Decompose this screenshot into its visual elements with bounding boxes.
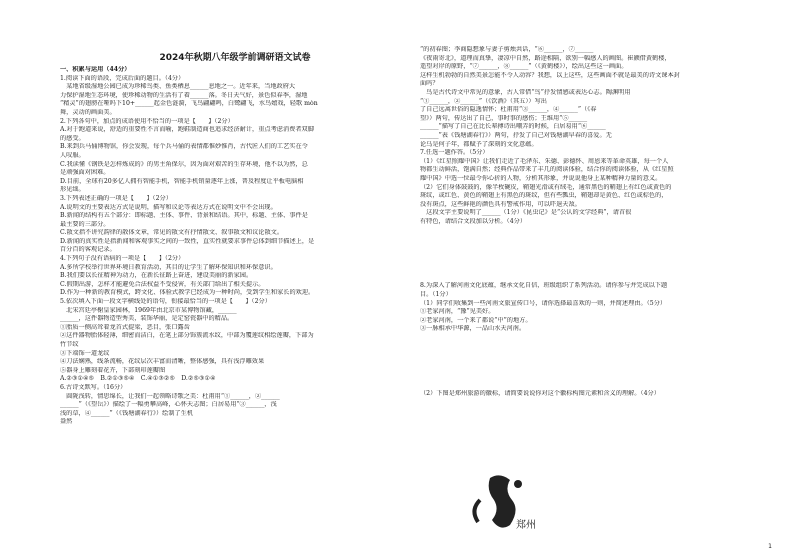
- text-line: ______”（《望岳》）描绘了一幅勇攀高峰，心怀天志图；白居易用“③______，浅: [60, 401, 277, 409]
- text-line: 2.下列各句中，加点的成语使用不恰当的一项是【 】（2分）: [60, 117, 234, 125]
- text-line: 形见绌。: [60, 186, 85, 194]
- text-line: 斑纹，或红色、黄色的鞘翅上有黑色的斑纹，但有些瓢虫，鞘翅却是黄色、红色或棕色的，: [420, 192, 668, 200]
- text-line: A.多所学校举行世界环境日教育活动，其目的让学生了解环保知识和环保意识。: [60, 263, 277, 271]
- text-line: 4.下列句子没有语病的一项是【 】（2分）: [60, 255, 185, 263]
- text-line: 7.任选一题作答。（5分）: [420, 149, 489, 157]
- text-line: 6.古诗文默写。（16分）: [60, 383, 127, 391]
- text-line: 耀中国》中选一位最令你心折的人物，分析其形象，并说说他身上某种精神力量的意义。: [420, 174, 662, 182]
- text-line: 望》）两句，传达出了自己，事时事的感伤；王维用“⑤______: [420, 114, 588, 122]
- text-line: 有特色，请结合文段加以分析。（4分）: [420, 217, 527, 225]
- left-column: [60, 66, 410, 427]
- text-line: 北宋宫廷亭榭皇家园林，1969年由北京市某博物馆藏，______: [60, 306, 237, 314]
- text-line: ③下端饰一道龙纹: [60, 349, 110, 357]
- text-line: 面吗？: [420, 80, 439, 88]
- text-line: 没有斑点，这些鲜艳的颜色具有警戒作用，可以吓退天敌。: [420, 200, 581, 208]
- text-line: ⑤器身上雕刻着花卉，下部刻印莲瓣图: [60, 366, 166, 374]
- text-line: ______”表《钱塘湖春行》）两句，抒发了自己对钱塘湖早春的喜爱。无: [420, 131, 612, 139]
- text-line: C.我读懂《钢铁是怎样炼成的》的男主角保尔，因为面对艰苦的生存环境，他不以为然，总: [60, 160, 308, 168]
- text-line: 最主要的三部分。: [60, 220, 110, 228]
- text-line: 1.阅读下面的语段，完成后面的题目。（4分）: [60, 74, 185, 82]
- text-line: ③一脉相承中华源，一品山水天河南。: [420, 325, 526, 333]
- text-line: A.对于跑道来说，舒适的重要性不言而喻，跑鞋制造商也追求经济耐计，重点考虑消费者双脚: [60, 126, 314, 134]
- text-line: D.新闻的真实性是指新闻和客观事实之间的一致性，直实性就要求事件总体到细节描述上，是: [60, 237, 315, 245]
- text-line: 圆陇浅转，情思绵长，让我们一起领略诗歌之美：杜甫用“①______，②______: [60, 392, 280, 400]
- text-line: 百分百的客观记录。: [60, 246, 116, 254]
- text-line: “精灵”的翅膀在哑吗下10+______起金色涟漪，飞鸟翩翩鸣，白鹭翩飞，水鸟嬉戏，轻歌 mòn: [60, 100, 318, 108]
- text-line: ______，这件器物造型秀美，装饰华丽，是定窑瓷器中的精品。: [60, 315, 234, 323]
- text-line: 了自己远离世俗的隐逸情怀；杜甫用“③______，④______”（《春: [420, 106, 597, 114]
- page-number: 1: [768, 543, 772, 550]
- text-line: 人叹服。: [60, 151, 85, 159]
- right-column: [420, 46, 760, 399]
- text-line: 物都生动鲜活，饱满自然；经典作品带来了丰几的阅读体验，结合你的阅读体验，从《红星照: [420, 166, 674, 174]
- text-line: D.作为一种新的教育模式，跨文化、体验式教学已经成为一种时尚，受到学生和家长的欢迎。: [60, 289, 315, 297]
- text-line: 竹节纹: [60, 341, 79, 348]
- text-line: 是顽强面对困难。: [60, 169, 110, 177]
- answer-space: [420, 334, 760, 390]
- text-line: 盎然: [60, 418, 73, 426]
- text-line: 论乌是何子年，都赋予了深刻的文化意蕴。: [420, 140, 538, 148]
- text-line: （1）同学们收集到一些河南文旅宣传口号，请你选择最喜欢的一则，并简述理由。（5分）: [420, 299, 667, 307]
- text-line: 3.下列表述正确的一项是【 】（2分）: [60, 194, 172, 202]
- text-line: ②这件器物胎体轻薄，细密而洁白，在笔上部分饰簇流水纹，中部为覆莲纹相绘莲瓣，下部为: [60, 332, 314, 340]
- text-line: “的初春图；李商隐想象与妻子剪烛共话，“⑥______，⑦______: [420, 46, 594, 53]
- text-line: ④刀法娴熟，线条流畅，花纹层次丰富而清晰，整体感强，具有浅浮雕效果: [60, 358, 265, 366]
- text-line: C.散文指不讲究韵律的散体文章，常见的散文有抒情散文、叙事散文和议论散文。: [60, 229, 284, 237]
- text-line: ______”描写了自己在比长辈搏诗出嘲弄的时候，白居易用“⑥______: [420, 123, 606, 131]
- answer-space: [420, 226, 760, 282]
- text-line: （2）下图是郑州旅游的徽标，请简要说说你对这个徽标构图元素和含义的理解。（4分）: [420, 390, 660, 398]
- text-line: ①老家河南，“豫”见美好。: [420, 308, 495, 316]
- text-line: （2）它们身体鼓鼓的，像半枚碗皮，鞘翅光滑或有绒毛，通常黑色的鞘翅上有红色或黄色的: [420, 183, 672, 191]
- text-line: D.目前，全球有20多亿人拥有智能手机，智能手机销量逐年上涨，普及程度让平板电脑相: [60, 177, 304, 185]
- text-line: B.我们要以长征精神为动力，在新长征路上奋进，建设美丽的新家园。: [60, 272, 253, 280]
- text-line: A.②③①④⑤ B.②①③⑤④ C.④①③②⑤ D.②⑤③①④: [60, 375, 216, 383]
- text-line: 舞，灵动的画面美。: [60, 108, 116, 116]
- text-line: 的感受。: [60, 134, 85, 142]
- text-line: 《夜雨寄北》，道理而真挚，凄凉中自然，路途相隔，欲别一幅感人的画图。崔颢借黄鹤楼，: [420, 54, 671, 62]
- text-line: （1）《红星照耀中国》让我们走近了毛泽东、朱德、彭德怀、周恩来等革命英雄，每一个人: [420, 157, 669, 165]
- text-line: ①胎质一侧高耸着龙首式提梁，恶目，张口露齿: [60, 323, 190, 331]
- text-line: 这段文字主要说明了______（1分）《昆虫记》是“公认的文学经典”，请首很: [420, 209, 632, 217]
- text-line: B.新闻的结构有五个部分：即标题、主体、事件、背景和结语。其中，标题、主体、事件是: [60, 212, 308, 220]
- text-line: 浅的草，④______”（《钱塘湖春行》）绘制了生机: [60, 409, 194, 417]
- text-line: “①______，②______”（《饮酒》（其五））写出: [420, 97, 547, 105]
- text-line: 遥望对岸的原野，“⑦______，⑧______”（《黄鹤楼》），绘出这些这一画面。: [420, 63, 628, 71]
- text-line: 某地省级湿地公园已成为珍稀鸟类、鱼类栖息______息地之一。近年来，当地政府大: [60, 83, 296, 91]
- zhengzhou-tourism-logo: [460, 470, 550, 540]
- exam-title: 2024年秋期八年级学前调研语文试卷: [159, 53, 311, 63]
- text-line: ②老家河南，一个来了都说“中”的地方。: [420, 316, 532, 324]
- text-line: 力保护湿地生态环境，使珍稀动物的生活有了着______落。冬日天气好，景色似春季，湿地: [60, 91, 308, 99]
- text-line: B.来到兵马俑博物馆，你会发现，每个兵马俑的表情都惟妙惟肖，古代匠人们的工艺实在令: [60, 143, 308, 151]
- text-line: C.假期出游，怎样才能避免合法权益不受侵害，有关部门给出了相关提示。: [60, 280, 265, 288]
- text-line: 这样生机勃勃的自然美景怎能不令人动容？我想，以上这些，这些画面不就是最美的诗文课本封: [420, 71, 680, 79]
- text-line: A.说明文的主要表达方式是说明，描写和议论等表达方式在说明文中不会出现。: [60, 203, 277, 211]
- text-line: 一、积累与运用（44分）: [60, 66, 131, 73]
- text-line: 5.依次填入下面一段文字横线处的语句，衔接最恰当的一项是【 】（2分）: [60, 298, 271, 306]
- text-line: 目。（1分）: [420, 291, 452, 299]
- text-line: 鸟是古代诗文中常见的意象，古人常借“鸟”抒发情感或表达心志。陶渊明用: [420, 88, 631, 96]
- text-line: 8.为深入了解河南文化底蕴，继承文化自信，班级组织了系列活动。请你参与并完成以下题: [420, 282, 668, 290]
- logo-text: 郑州: [516, 520, 536, 531]
